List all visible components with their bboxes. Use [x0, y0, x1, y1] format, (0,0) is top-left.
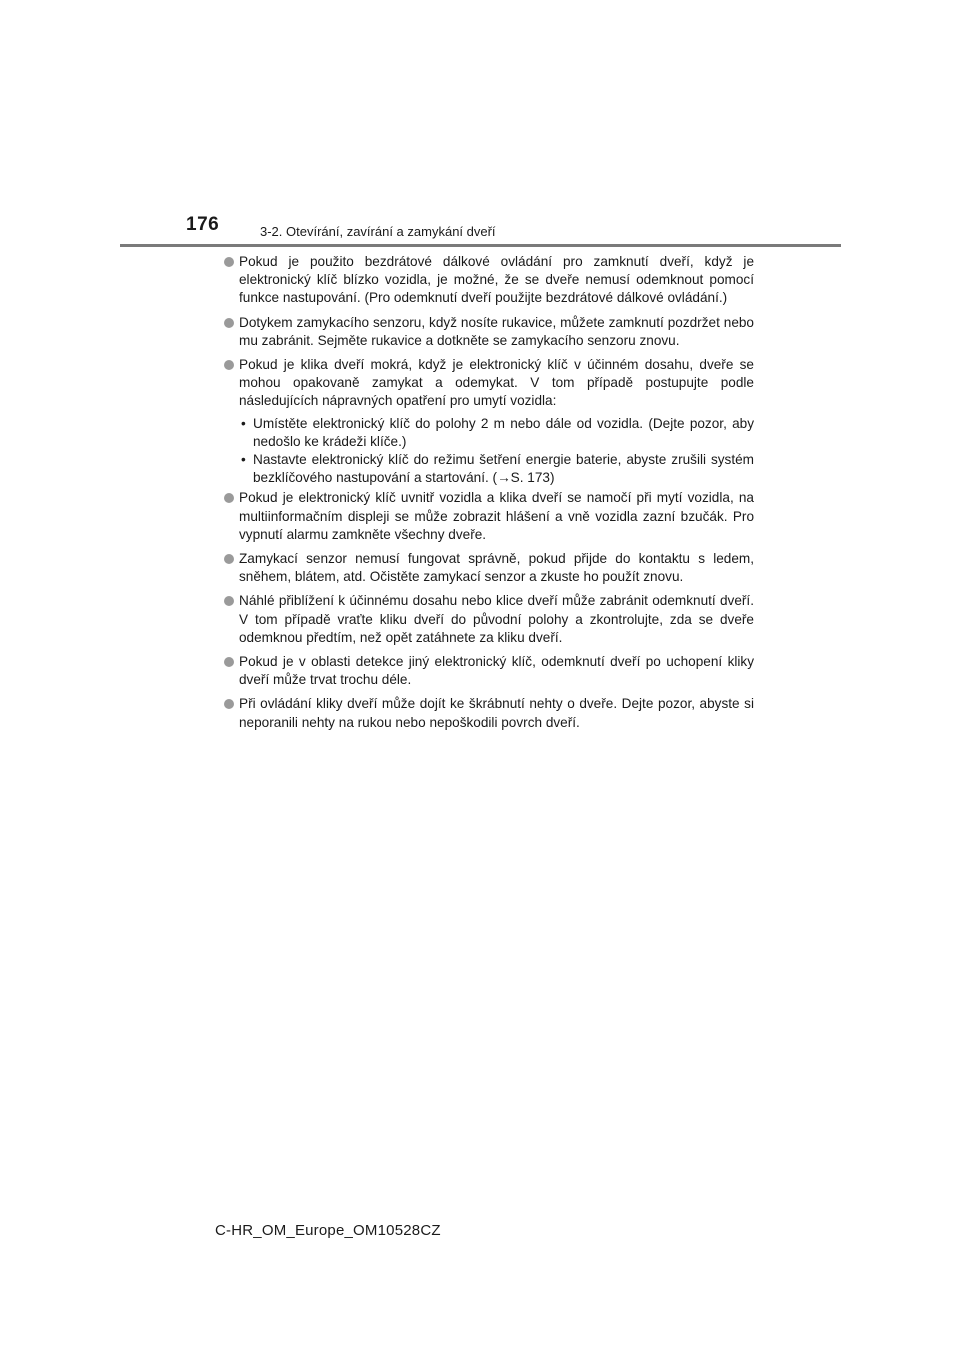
footer-doc-code: C-HR_OM_Europe_OM10528CZ [215, 1222, 441, 1239]
list-item [224, 356, 754, 487]
sub-list-item [239, 415, 754, 451]
sub-list-item [239, 451, 754, 487]
list-item-text: Dotykem zamykacího senzoru, když nosíte rukavice, můžete zamknutí pozdržet nebo mu zabránit. Sejměte rukavice a dotkněte se zamykacího senzoru znovu. [239, 314, 754, 348]
list-item-text: Při ovládání kliky dveří může dojít ke škrábnutí nehty o dveře. Dejte pozor, abyste si neporanili nehty na rukou nebo nepoškodili povrch dveří. [239, 696, 754, 730]
list-item [224, 550, 754, 586]
list-item-text: Pokud je klika dveří mokrá, když je elektronický klíč v účinném dosahu, dveře se mohou opakovaně zamykat a odemykat. V tom případě postupujte podle následujících nápravných opatření pro umytí vozidla: [239, 357, 754, 409]
list-item-text: Pokud je elektronický klíč uvnitř vozidla a klika dveří se namočí při mytí vozidla, na multiinformačním displeji se může zobrazit hlášení a vně vozidla zazní bzučák. Pro vypnutí alarmu zamkněte všechny dveře. [239, 490, 754, 542]
bullet-circle-icon [224, 360, 234, 370]
sub-bullet: • [241, 415, 246, 431]
bullet-circle-icon [224, 257, 234, 267]
bullet-circle-icon [224, 554, 234, 564]
sub-list-item-text: Umístěte elektronický klíč do polohy 2 m nebo dále od vozidla. (Dejte pozor, aby nedošlo ke krádeži klíče.) [253, 415, 754, 449]
list-item [224, 653, 754, 689]
bullet-circle-icon [224, 657, 234, 667]
page-number: 176 [186, 214, 220, 235]
section-title: 3-2. Otevírání, zavírání a zamykání dveří [260, 224, 496, 239]
list-item [224, 253, 754, 308]
list-item [224, 592, 754, 647]
content [224, 253, 754, 738]
header-rule [120, 244, 841, 247]
sub-bullet: • [241, 452, 246, 468]
list-item-text: Pokud je v oblasti detekce jiný elektronický klíč, odemknutí dveří po uchopení kliky dveří může trvat trochu déle. [239, 654, 754, 688]
sub-list [239, 415, 754, 488]
list-item-text: Pokud je použito bezdrátové dálkové ovládání pro zamknutí dveří, když je elektronický klíč blízko vozidla, je možné, že se dveře nemusí odemknout pomocí funkce nastupování. (Pro odemknutí dveří použijte bezdrátové dálkové ovládání.) [239, 254, 754, 306]
bullet-circle-icon [224, 318, 234, 328]
list-item [224, 695, 754, 731]
list-item [224, 314, 754, 350]
list-item [224, 489, 754, 544]
bullet-circle-icon [224, 493, 234, 503]
list-item-text: Zamykací senzor nemusí fungovat správně, pokud přijde do kontaktu s ledem, sněhem, blátem, atd. Očistěte zamykací senzor a zkuste ho použít znovu. [239, 551, 754, 585]
sub-list-item-text: Nastavte elektronický klíč do režimu šetření energie baterie, abyste zrušili systém bezklíčového nastupování a startování. (→S. 173) [253, 452, 754, 486]
list-item-text: Náhlé přiblížení k účinnému dosahu nebo klice dveří může zabránit odemknutí dveří. V tom případě vraťte kliku dveří do původní polohy a zkontrolujte, zda se dveře odemknou předtím, než opět zatáhnete za kliku dveří. [239, 593, 754, 645]
bullet-circle-icon [224, 596, 234, 606]
bullet-circle-icon [224, 699, 234, 709]
